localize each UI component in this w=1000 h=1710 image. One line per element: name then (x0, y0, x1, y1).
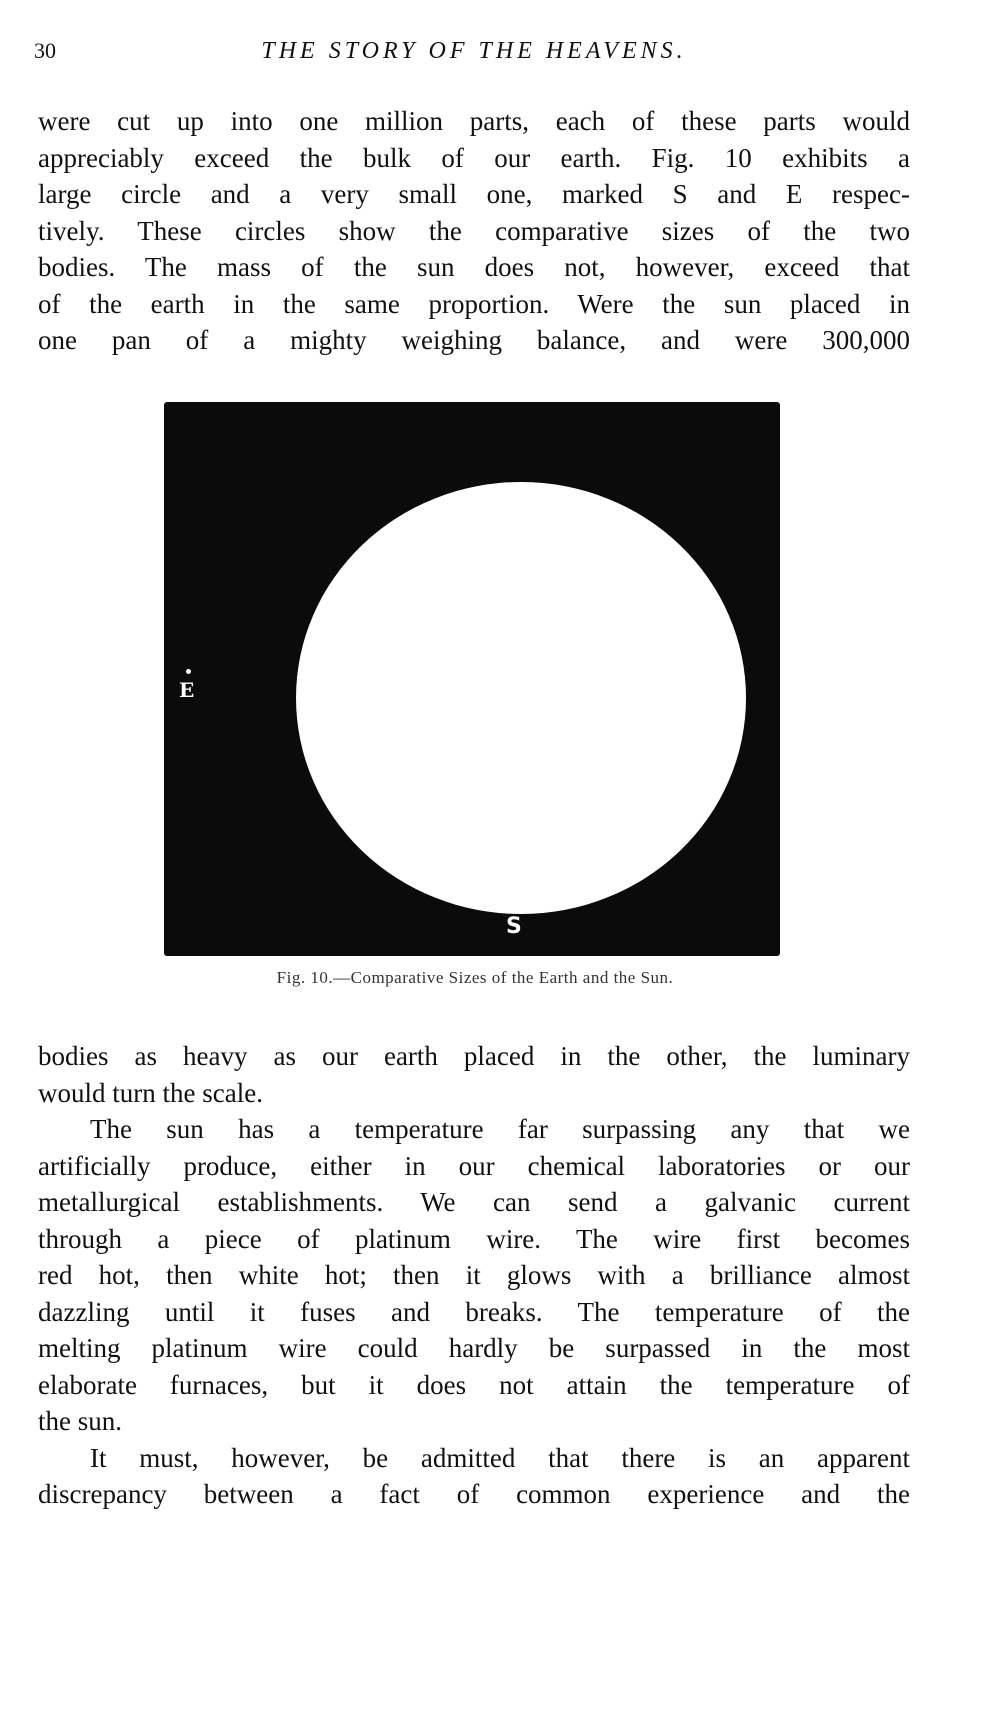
text-line: discrepancy between a fact of common experience and the (38, 1479, 910, 1509)
text-line: dazzling until it fuses and breaks. The temperature of the (38, 1296, 910, 1327)
text-line: It must, however, be admitted that there is an apparent (90, 1442, 910, 1473)
page-header (34, 38, 914, 72)
figure-caption: Fig. 10.—Comparative Sizes of the Earth and the Sun. (276, 968, 674, 987)
figure-sun-earth (164, 402, 780, 956)
earth-circle (186, 669, 191, 674)
text-line: tively. These circles show the comparative sizes of the two (38, 215, 910, 246)
page-number: 30 (34, 38, 56, 63)
text-line: appreciably exceed the bulk of our earth. Fig. 10 exhibits a (38, 142, 910, 173)
running-title: THE STORY OF THE HEAVENS. (261, 38, 687, 64)
text-line: one pan of a mighty weighing balance, and were 300,000 (38, 325, 910, 355)
text-line: The sun has a temperature far surpassing any that we (90, 1114, 910, 1144)
text-line: artificially produce, either in our chemical laboratories or our (38, 1150, 910, 1181)
paragraph-bottom (38, 1038, 910, 1513)
text-line: of the earth in the same proportion. Were the sun placed in (38, 288, 910, 319)
text-line: red hot, then white hot; then it glows with a brilliance almost (38, 1260, 910, 1290)
text-line: through a piece of platinum wire. The wire first becomes (38, 1223, 910, 1254)
earth-label: E (179, 678, 195, 702)
text-line: the sun. (38, 1406, 122, 1436)
text-line: metallurgical establishments. We can send a galvanic current (38, 1187, 910, 1217)
text-line: bodies as heavy as our earth placed in the other, the luminary (38, 1041, 910, 1071)
text-line: bodies. The mass of the sun does not, however, exceed that (38, 252, 910, 282)
text-line: were cut up into one million parts, each of these parts would (38, 106, 910, 136)
sun-label: S (506, 914, 522, 939)
text-line: large circle and a very small one, marked S and E respec- (38, 179, 910, 209)
sun-circle (296, 482, 746, 914)
paragraph-top (38, 103, 910, 359)
text-line: melting platinum wire could hardly be surpassed in the most (38, 1333, 910, 1363)
text-line: elaborate furnaces, but it does not attain the temperature of (38, 1369, 910, 1400)
text-line: would turn the scale. (38, 1077, 263, 1108)
